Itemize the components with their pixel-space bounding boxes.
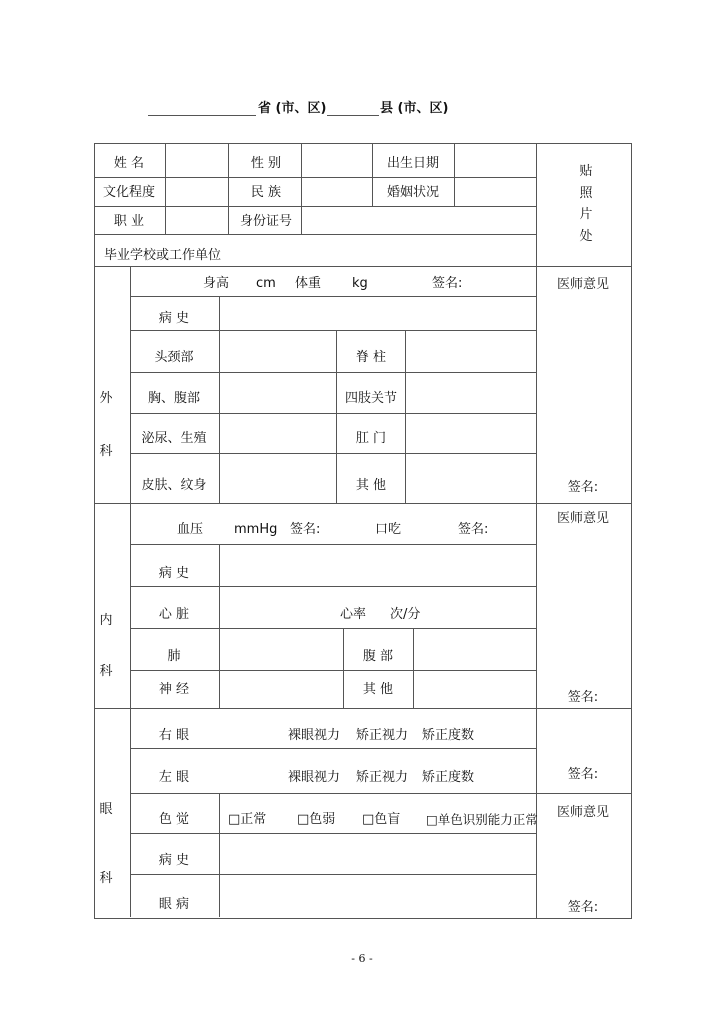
internal-doctor-opinion: 医师意见 bbox=[556, 511, 610, 526]
eye-dept-1: 眼 bbox=[99, 802, 113, 817]
right-naked-vision: 裸眼视力 bbox=[288, 728, 341, 743]
page-number: - 6 - bbox=[351, 952, 373, 965]
eye-dept-2: 科 bbox=[99, 871, 113, 886]
bp-label: 血压 bbox=[177, 522, 204, 537]
nerve-label: 神 经 bbox=[158, 682, 190, 697]
left-eye-label: 左 眼 bbox=[158, 770, 190, 785]
internal-dept-1: 内 bbox=[99, 613, 113, 628]
marital-status-label: 婚姻状况 bbox=[386, 185, 440, 200]
eye-history-label: 病 史 bbox=[158, 853, 190, 868]
right-corrected-vision: 矫正视力 bbox=[356, 728, 409, 743]
county-label: 县 (市、区) bbox=[380, 101, 449, 116]
province-label: 省 (市、区) bbox=[258, 101, 327, 116]
option-weak-checkbox[interactable]: □色弱 bbox=[297, 812, 336, 827]
surgery-sign-top: 签名: bbox=[432, 276, 463, 291]
right-correction-degree: 矫正度数 bbox=[422, 728, 475, 743]
internal-history-label: 病 史 bbox=[158, 566, 190, 581]
surgery-dept-1: 外 bbox=[99, 391, 113, 406]
surgery-dept-2: 科 bbox=[99, 444, 113, 459]
surgery-history-label: 病 史 bbox=[158, 311, 190, 326]
left-naked-vision: 裸眼视力 bbox=[288, 770, 341, 785]
heart-label: 心 脏 bbox=[158, 607, 190, 622]
heart-rate-label: 心率 bbox=[340, 607, 367, 622]
internal-sign-2: 签名: bbox=[458, 522, 489, 537]
surgery-other-label: 其 他 bbox=[355, 478, 387, 493]
school-work-label: 毕业学校或工作单位 bbox=[104, 248, 222, 263]
weight-label: 体重 bbox=[295, 276, 322, 291]
kg-unit: kg bbox=[352, 276, 368, 291]
id-number-label: 身份证号 bbox=[239, 214, 293, 229]
internal-other-label: 其 他 bbox=[362, 682, 394, 697]
eye-sign-bottom: 签名: bbox=[567, 900, 599, 915]
internal-sign-bottom: 签名: bbox=[567, 690, 599, 705]
head-neck-label: 头颈部 bbox=[154, 350, 194, 365]
bpm-unit: 次/分 bbox=[390, 607, 421, 622]
photo-label-2: 照 bbox=[579, 186, 593, 201]
chest-abdomen-label: 胸、腹部 bbox=[147, 391, 201, 406]
urogenital-label: 泌尿、生殖 bbox=[141, 431, 207, 446]
stutter-label: 口吃 bbox=[375, 522, 402, 537]
height-label: 身高 bbox=[203, 276, 230, 291]
lung-label: 肺 bbox=[167, 649, 181, 664]
mmhg-unit: mmHg bbox=[234, 522, 278, 537]
occupation-label: 职 业 bbox=[113, 214, 145, 229]
cm-unit: cm bbox=[256, 276, 276, 291]
birth-date-label: 出生日期 bbox=[386, 156, 440, 171]
county-blank-line bbox=[327, 115, 379, 116]
surgery-sign-bottom: 签名: bbox=[567, 480, 599, 495]
surgery-doctor-opinion: 医师意见 bbox=[556, 277, 610, 292]
left-corrected-vision: 矫正视力 bbox=[356, 770, 409, 785]
option-blind-checkbox[interactable]: □色盲 bbox=[362, 812, 401, 827]
spine-label: 脊 柱 bbox=[355, 350, 387, 365]
gender-label: 性 别 bbox=[250, 156, 282, 171]
limbs-label: 四肢关节 bbox=[344, 391, 398, 406]
photo-label-1: 贴 bbox=[579, 164, 593, 179]
photo-label-4: 处 bbox=[579, 229, 593, 244]
photo-label-3: 片 bbox=[579, 207, 593, 222]
education-label: 文化程度 bbox=[102, 185, 156, 200]
left-correction-degree: 矫正度数 bbox=[422, 770, 475, 785]
internal-sign-1: 签名: bbox=[290, 522, 321, 537]
eye-doctor-opinion: 医师意见 bbox=[556, 805, 610, 820]
eye-disease-label: 眼 病 bbox=[158, 897, 190, 912]
vision-sign: 签名: bbox=[567, 767, 599, 782]
abdomen-label: 腹 部 bbox=[362, 649, 394, 664]
name-label: 姓 名 bbox=[113, 156, 145, 171]
right-eye-label: 右 眼 bbox=[158, 728, 190, 743]
skin-label: 皮肤、纹身 bbox=[141, 478, 207, 493]
internal-dept-2: 科 bbox=[99, 664, 113, 679]
ethnicity-label: 民 族 bbox=[250, 185, 282, 200]
province-blank-line bbox=[148, 115, 256, 116]
anus-label: 肛 门 bbox=[355, 431, 387, 446]
color-vision-label: 色 觉 bbox=[158, 812, 190, 827]
option-single-color-checkbox[interactable]: □单色识别能力正常 bbox=[426, 812, 538, 827]
option-normal-checkbox[interactable]: □正常 bbox=[228, 812, 267, 827]
